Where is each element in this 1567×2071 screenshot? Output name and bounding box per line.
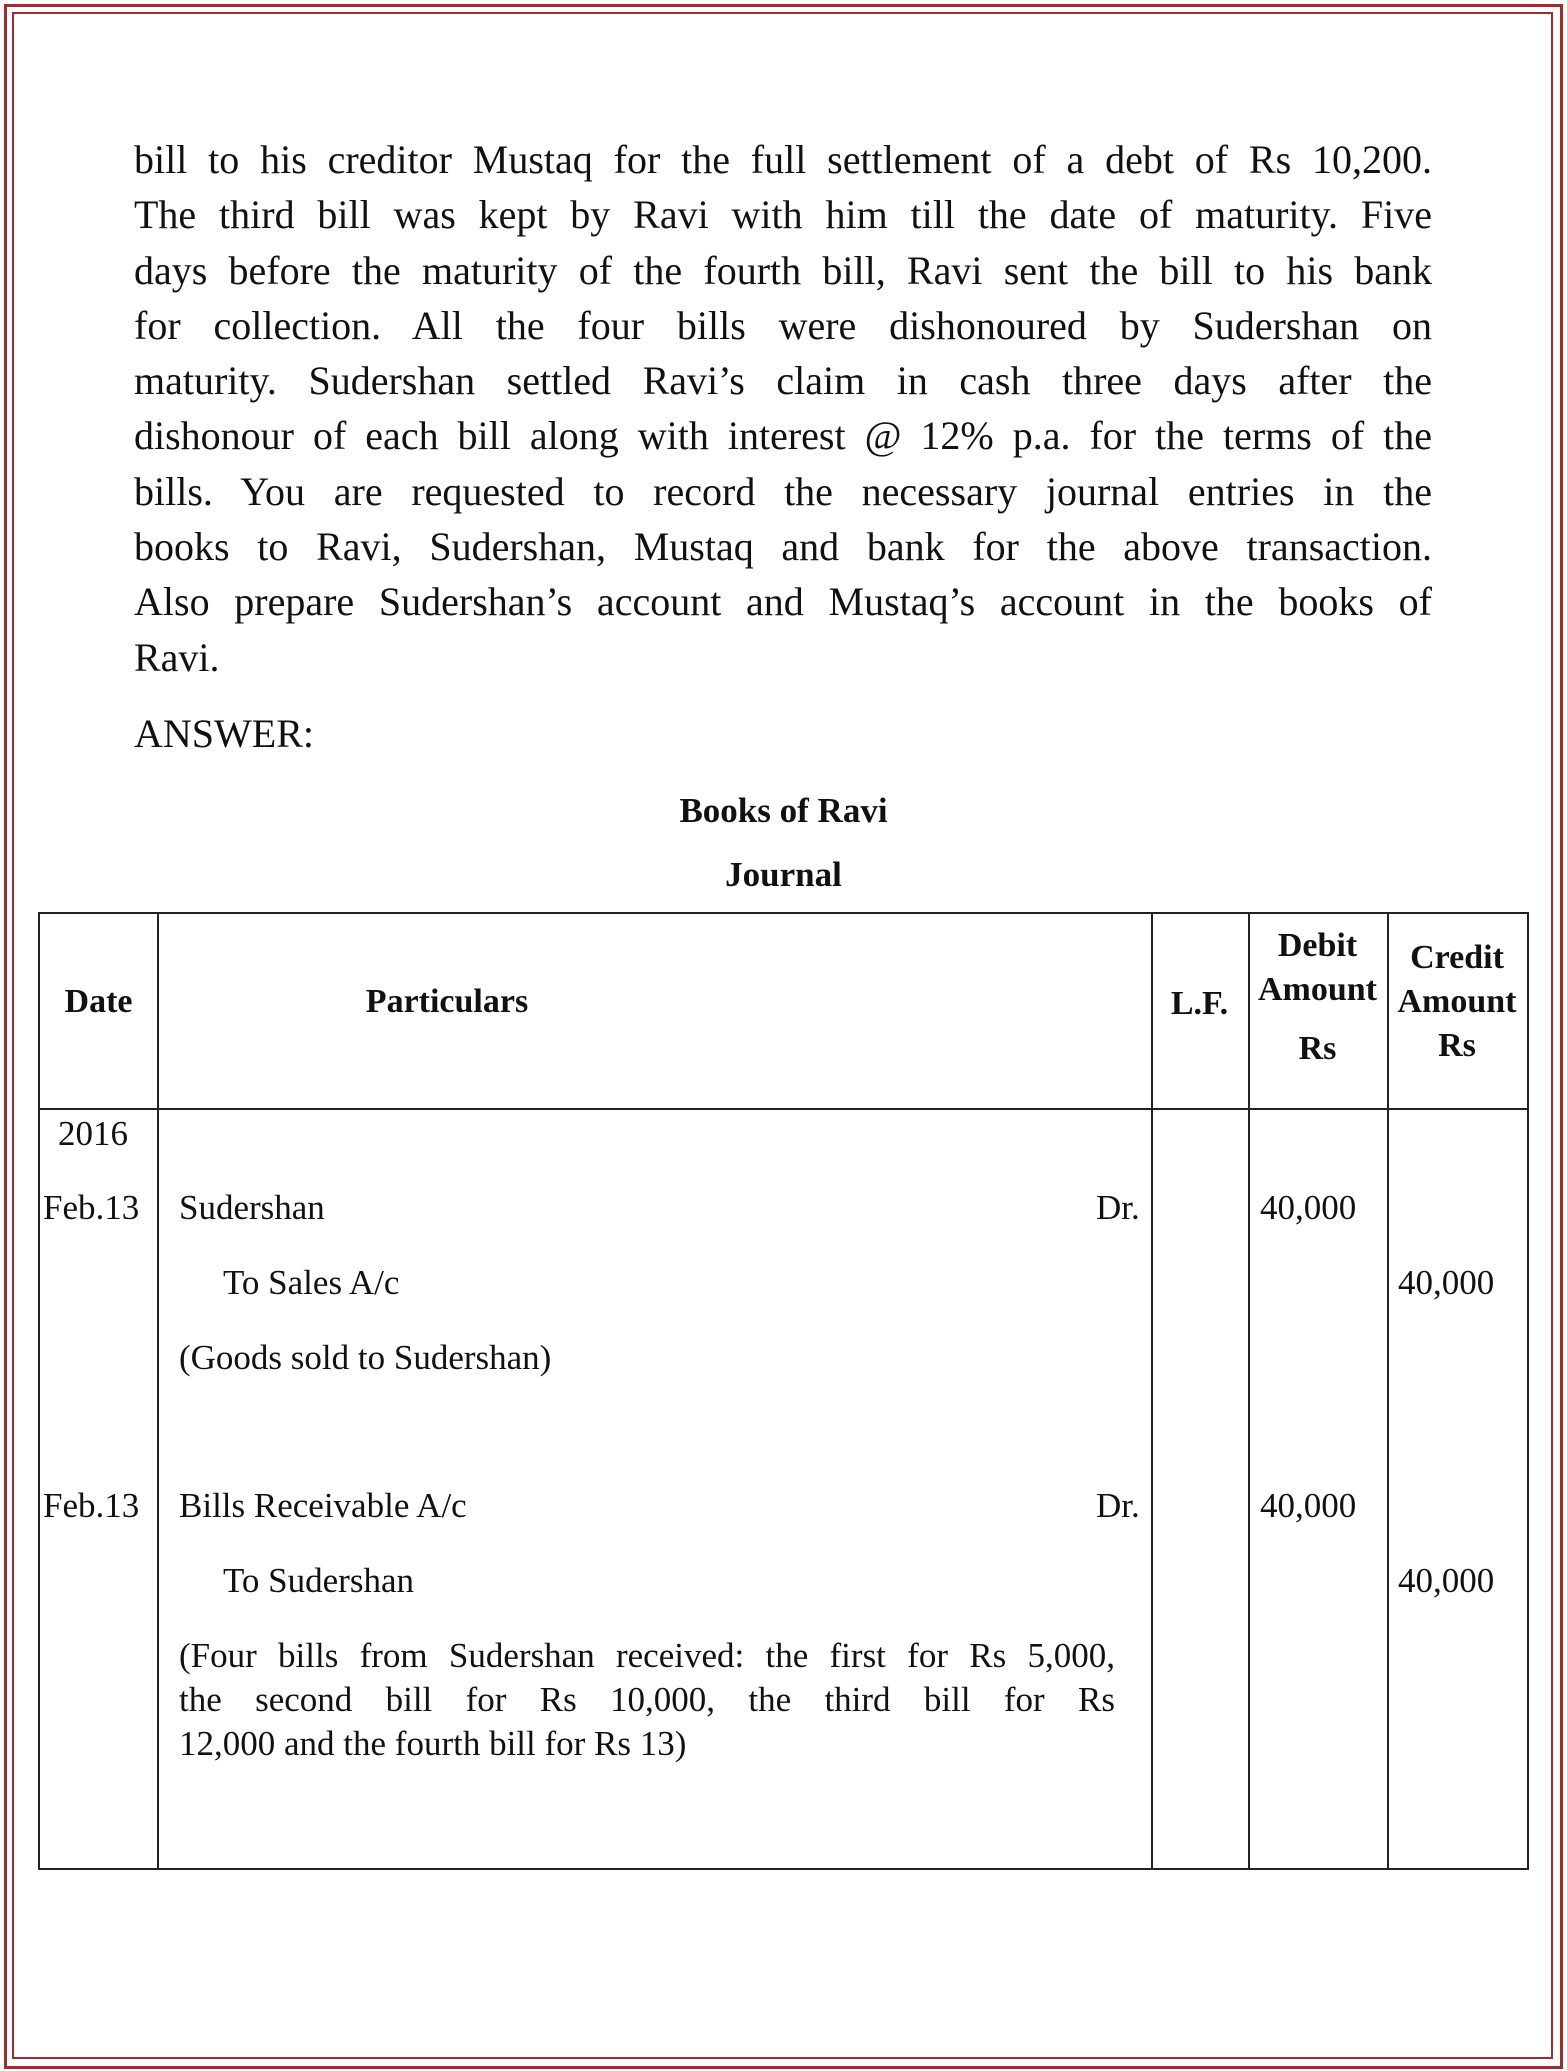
header-divider [40,1108,1527,1110]
paragraph-line: maturity. Sudershan settled Ravi’s claim in cash three days after the [134,358,1432,404]
credit-amount: 40,000 [1398,1561,1495,1600]
debit-account: Bills Receivable A/c [179,1486,467,1525]
paragraph-line: days before the maturity of the fourth bill, Ravi sent the bill to his bank [134,247,1432,293]
books-title: Books of Ravi [679,791,888,830]
header-credit-line1: Credit [1410,939,1504,976]
narration-line: 12,000 and the fourth bill for Rs 13) [179,1724,687,1763]
paragraph-line: dishonour of each bill along with interest @ 12% p.a. for the terms of the [134,413,1432,459]
paragraph-line: The third bill was kept by Ravi with him till the date of maturity. Five [134,192,1432,238]
header-lf: L.F. [1170,985,1229,1022]
debit-amount: 40,000 [1260,1486,1357,1525]
header-particulars: Particulars [365,983,529,1020]
debit-account: Sudershan [179,1188,325,1227]
narration-line: the second bill for Rs 10,000, the third bill for Rs [179,1680,1115,1719]
header-date: Date [64,983,133,1020]
entry-date: Feb.13 [43,1486,140,1525]
header-credit-line3: Rs [1438,1027,1476,1064]
narration: (Goods sold to Sudershan) [179,1338,552,1377]
narration-line: (Four bills from Sudershan received: the first for Rs 5,000, [179,1636,1115,1675]
paragraph-line: bills. You are requested to record the necessary journal entries in the [134,468,1432,514]
column-divider [157,914,159,1868]
entry-date: Feb.13 [43,1188,140,1227]
header-credit-line2: Amount [1397,983,1517,1020]
answer-label: ANSWER: [134,711,314,756]
header-debit-line2: Amount [1257,971,1378,1008]
paragraph-line: books to Ravi, Sudershan, Mustaq and bank for the above transaction. [134,524,1432,570]
paragraph-line: Ravi. [134,634,220,680]
header-debit-line1: Debit [1277,927,1358,964]
dr-marker: Dr. [1096,1188,1140,1227]
column-divider [1151,914,1153,1868]
year-cell: 2016 [58,1114,128,1153]
header-debit-line3: Rs [1298,1030,1337,1067]
question-paragraph [134,132,1432,685]
journal-title: Journal [725,855,842,894]
credit-account: To Sudershan [223,1561,414,1600]
journal-table [38,912,1529,1870]
debit-amount: 40,000 [1260,1188,1357,1227]
credit-account: To Sales A/c [223,1263,400,1302]
credit-amount: 40,000 [1398,1263,1495,1302]
dr-marker: Dr. [1096,1486,1140,1525]
narration [179,1634,1115,1766]
paragraph-line: bill to his creditor Mustaq for the full settlement of a debt of Rs 10,200. [134,137,1432,182]
paragraph-line: Also prepare Sudershan’s account and Mustaq’s account in the books of [134,579,1432,625]
paragraph-line: for collection. All the four bills were dishonoured by Sudershan on [134,302,1432,348]
